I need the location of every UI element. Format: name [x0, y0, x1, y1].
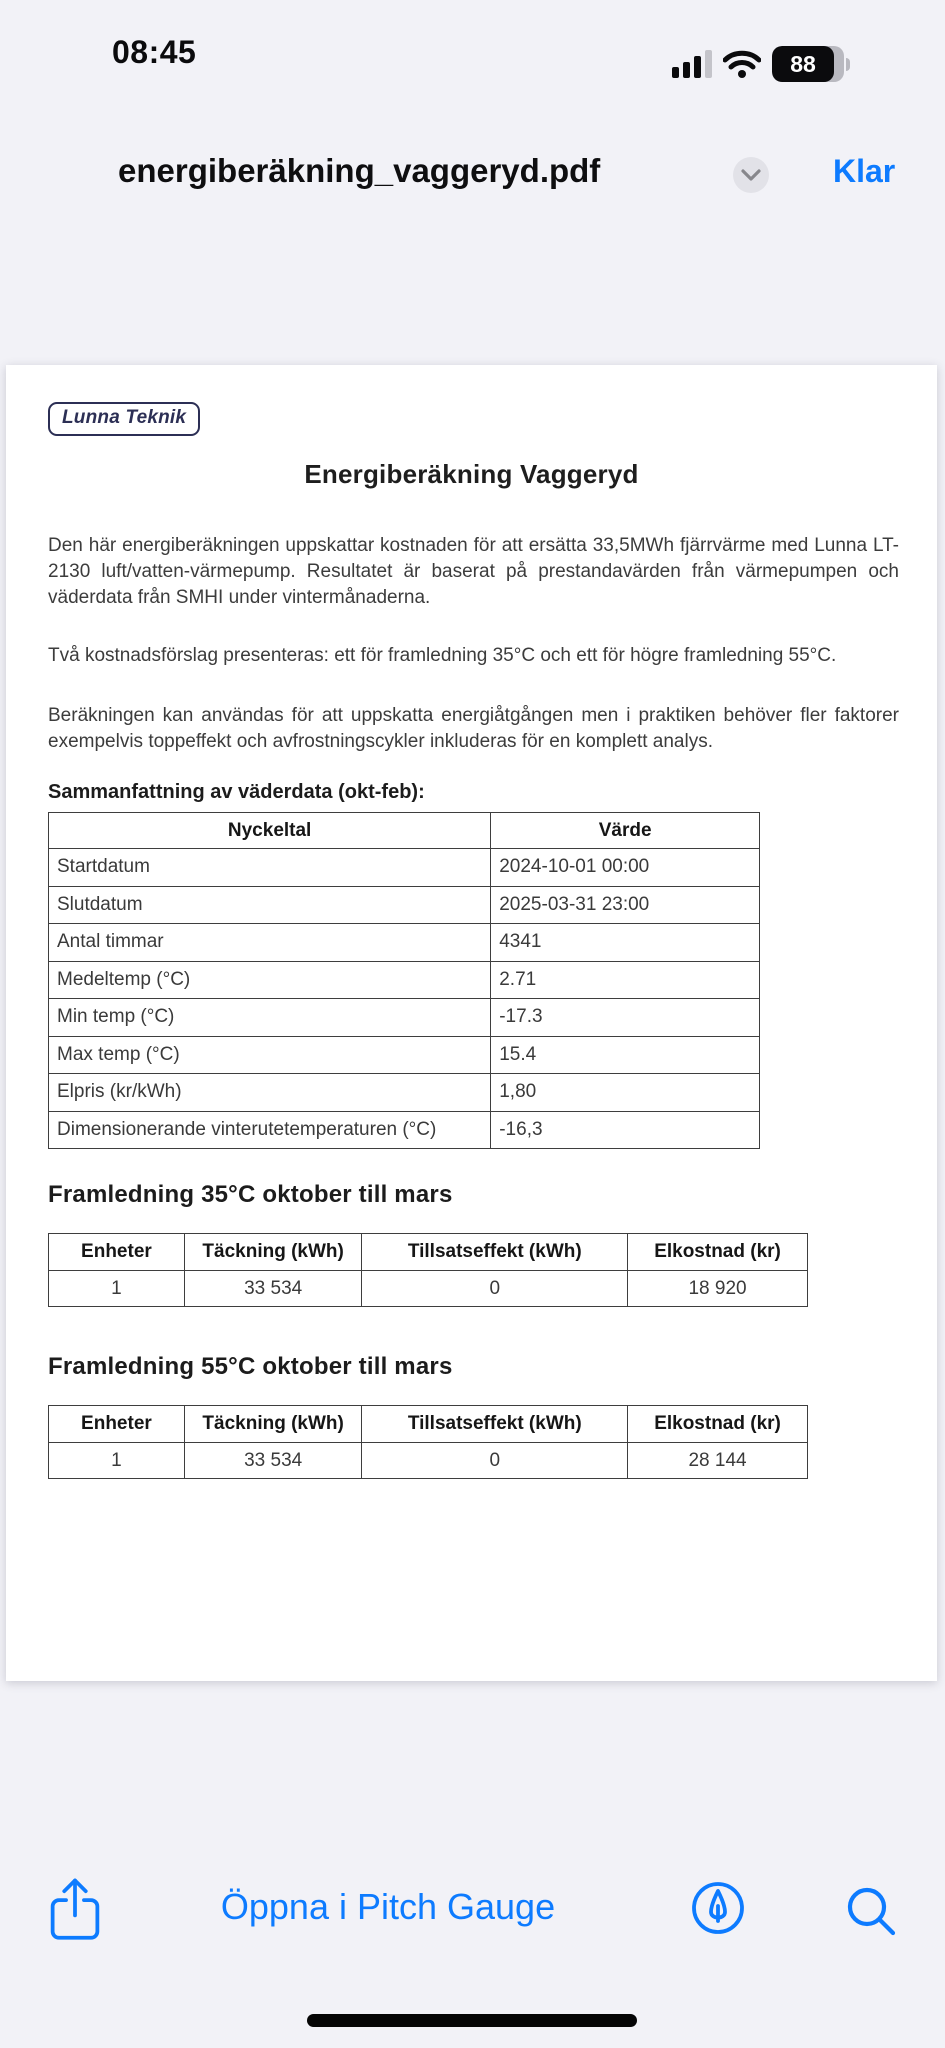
table-row [49, 1443, 808, 1479]
table-row [49, 849, 760, 887]
cell-value: 2024-10-01 00:00 [491, 849, 760, 887]
table-header-row [49, 1234, 808, 1271]
cell-value: 33 534 [184, 1443, 362, 1479]
document-filename: energiberäkning_vaggeryd.pdf [118, 152, 601, 189]
table-row [49, 924, 760, 962]
column-header: Tillsatseffekt (kWh) [362, 1406, 628, 1443]
cell-value: 28 144 [628, 1443, 808, 1479]
column-header: Täckning (kWh) [184, 1234, 362, 1271]
column-header: Elkostnad (kr) [628, 1234, 808, 1271]
column-header: Täckning (kWh) [184, 1406, 362, 1443]
cell-value: -17.3 [491, 999, 760, 1037]
status-time: 08:45 [112, 34, 197, 70]
table-row [49, 1036, 760, 1074]
cell-value: 1 [49, 1271, 185, 1307]
table-row [49, 961, 760, 999]
column-header: Värde [491, 813, 760, 849]
wifi-icon [723, 50, 761, 78]
cell-value: 1,80 [491, 1074, 760, 1112]
share-icon [46, 1876, 104, 1944]
table-row [49, 1271, 808, 1307]
column-header: Nyckeltal [49, 813, 491, 849]
table-row [49, 1074, 760, 1112]
table-row [49, 1111, 760, 1149]
battery-percent: 88 [790, 50, 816, 77]
cell-label: Slutdatum [49, 886, 491, 924]
markup-pen-icon [690, 1880, 746, 1936]
cell-value: -16,3 [491, 1111, 760, 1149]
framledning-55-table [48, 1405, 808, 1479]
home-indicator[interactable] [307, 2014, 637, 2027]
cell-label: Elpris (kr/kWh) [49, 1074, 491, 1112]
cell-value: 15.4 [491, 1036, 760, 1074]
table-row [49, 886, 760, 924]
open-in-app-button[interactable]: Öppna i Pitch Gauge [220, 1886, 556, 1927]
cell-value: 33 534 [184, 1271, 362, 1307]
cell-label: Max temp (°C) [49, 1036, 491, 1074]
chevron-down-icon [741, 169, 761, 181]
cell-value: 2.71 [491, 961, 760, 999]
filename-menu-button[interactable] [733, 157, 769, 193]
search-icon [844, 1884, 898, 1938]
cell-label: Antal timmar [49, 924, 491, 962]
framledning-55-heading: Framledning 55°C oktober till mars [48, 1353, 453, 1380]
table-header-row [49, 813, 760, 849]
cell-label: Startdatum [49, 849, 491, 887]
cell-value: 2025-03-31 23:00 [491, 886, 760, 924]
done-button[interactable]: Klar [833, 153, 896, 189]
cell-value: 1 [49, 1443, 185, 1479]
paragraph-proposals: Två kostnadsförslag presenteras: ett för framledning 35°C och ett för högre framledning 55°C. [48, 645, 837, 666]
table-header-row [49, 1406, 808, 1443]
pdf-page [6, 365, 937, 1681]
paragraph-intro: Den här energiberäkningen uppskattar kostnaden för att ersätta 33,5MWh fjärrvärme med Lunna LT-2130 luft/vatten-värmepump. Resultatet är baserat på prestandavärden från värmepumpen och väderdata från SMHI under vintermånaderna. [48, 535, 899, 608]
cellular-signal-icon [672, 50, 712, 78]
search-button[interactable] [844, 1884, 898, 1943]
framledning-35-table [48, 1233, 808, 1307]
table-row [49, 999, 760, 1037]
cell-value: 0 [362, 1271, 628, 1307]
framledning-35-heading: Framledning 35°C oktober till mars [48, 1181, 453, 1208]
weather-table [48, 812, 760, 1149]
markup-button[interactable] [690, 1880, 746, 1941]
column-header: Enheter [49, 1406, 185, 1443]
share-button[interactable] [46, 1876, 104, 1949]
column-header: Elkostnad (kr) [628, 1406, 808, 1443]
cell-value: 0 [362, 1443, 628, 1479]
company-logo: Lunna Teknik [48, 402, 200, 436]
paragraph-disclaimer: Beräkningen kan användas för att uppskatta energiåtgången men i praktiken behöver fler faktorer exempelvis toppeffekt och avfrostningscykler inkluderas för en komplett analys. [48, 705, 899, 752]
weather-section-heading: Sammanfattning av väderdata (okt-feb): [48, 781, 425, 803]
document-title: Energiberäkning Vaggeryd [304, 459, 639, 489]
cell-label: Min temp (°C) [49, 999, 491, 1037]
cell-label: Medeltemp (°C) [49, 961, 491, 999]
cell-value: 4341 [491, 924, 760, 962]
battery-icon [772, 46, 850, 82]
column-header: Enheter [49, 1234, 185, 1271]
cell-value: 18 920 [628, 1271, 808, 1307]
column-header: Tillsatseffekt (kWh) [362, 1234, 628, 1271]
cell-label: Dimensionerande vinterutetemperaturen (°C) [49, 1111, 491, 1149]
status-icons [672, 46, 850, 82]
